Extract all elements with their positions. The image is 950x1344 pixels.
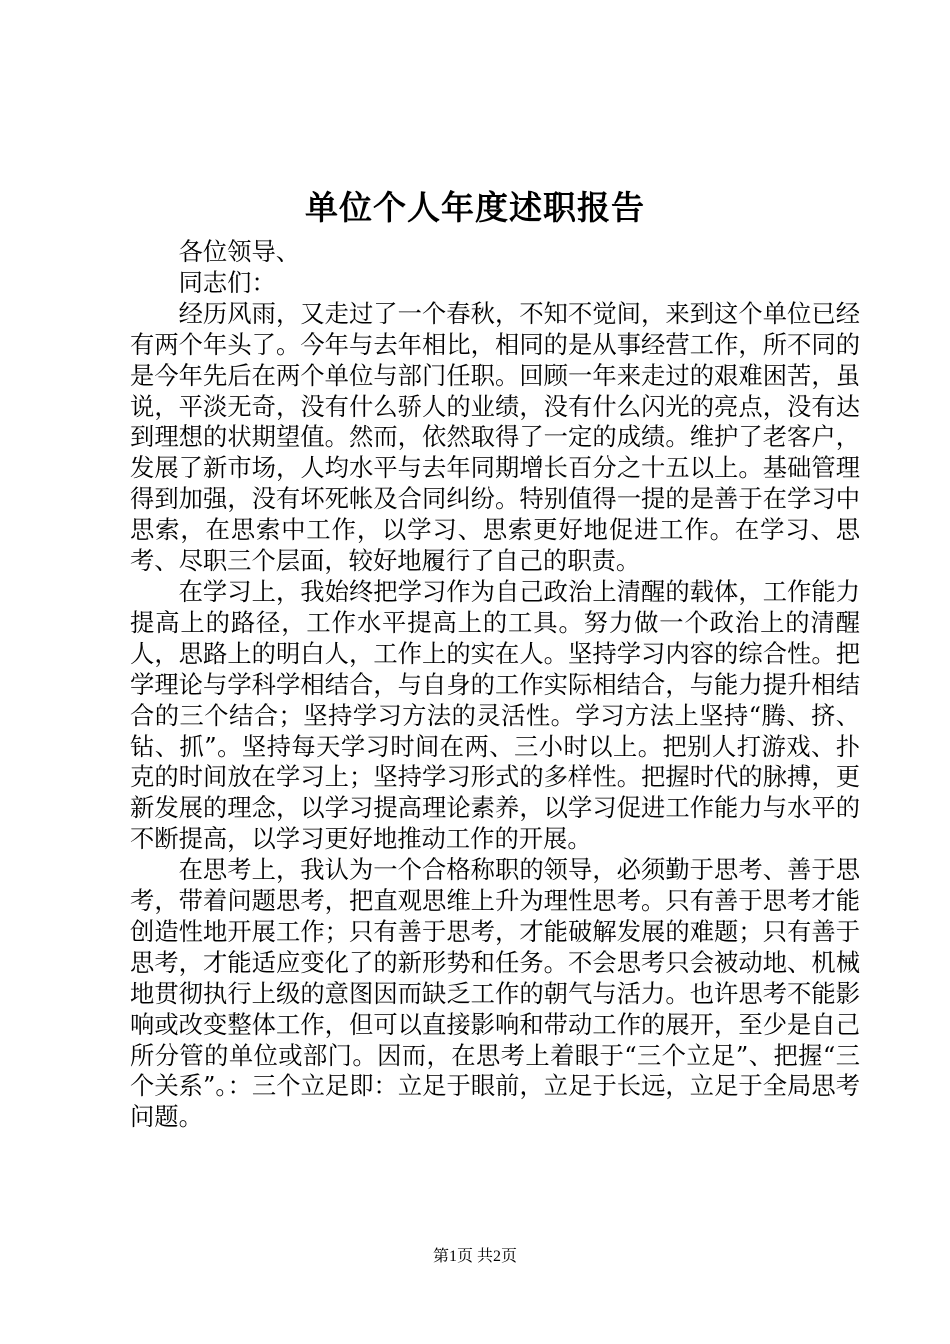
salutation-line-2: 同志们：: [178, 267, 276, 297]
body-paragraph-2: 在学习上，我始终把学习作为自己政治上清醒的载体，工作能力提高上的路径，工作水平提高上的工具。努力做一个政治上的清醒人，思路上的明白人，工作上的实在人。坚持学习内容的综合性。把学理论与学科学相结合，与自身的工作实际相结合，与能力提升相结合的三个结合；坚持学习方法的灵活性。学习方法上坚持“腾、挤、钻、抓”。坚持每天学习时间在两、三小时以上。把别人打游戏、扑克的时间放在学习上；坚持学习形式的多样性。把握时代的脉搏，更新发展的理念，以学习提高理论素养，以学习促进工作能力与水平的不断提高，以学习更好地推动工作的开展。: [130, 576, 860, 854]
document-body: [130, 237, 860, 1133]
body-paragraph-1: 经历风雨，又走过了一个春秋，不知不觉间，来到这个单位已经有两个年头了。今年与去年相比，相同的是从事经营工作，所不同的是今年先后在两个单位与部门任职。回顾一年来走过的艰难困苦，虽说，平淡无奇，没有什么骄人的业绩，没有什么闪光的亮点，没有达到理想的状期望值。然而，依然取得了一定的成绩。维护了老客户，发展了新市场，人均水平与去年同期增长百分之十五以上。基础管理得到加强，没有坏死帐及合同纠纷。特别值得一提的是善于在学习中思索，在思索中工作，以学习、思索更好地促进工作。在学习、思考、尽职三个层面，较好地履行了自己的职责。: [130, 298, 860, 576]
page-number-footer: 第1页 共2页: [432, 1248, 517, 1265]
salutation-line-1: 各位领导、: [178, 237, 301, 266]
body-paragraph-3: 在思考上，我认为一个合格称职的领导，必须勤于思考、善于思考，带着问题思考，把直观思维上升为理性思考。只有善于思考才能创造性地开展工作；只有善于思考，才能破解发展的难题；只有善于思考，才能适应变化了的新形势和任务。不会思考只会被动地、机械地贯彻执行上级的意图因而缺乏工作的朝气与活力。也许思考不能影响或改变整体工作，但可以直接影响和带动工作的展开，至少是自己所分管的单位或部门。因而，在思考上着眼于“三个立足”、把握“三个关系”。：三个立足即：立足于眼前，立足于长远，立足于全局思考问题。: [130, 855, 860, 1132]
document-title: 单位个人年度述职报告: [305, 188, 645, 227]
